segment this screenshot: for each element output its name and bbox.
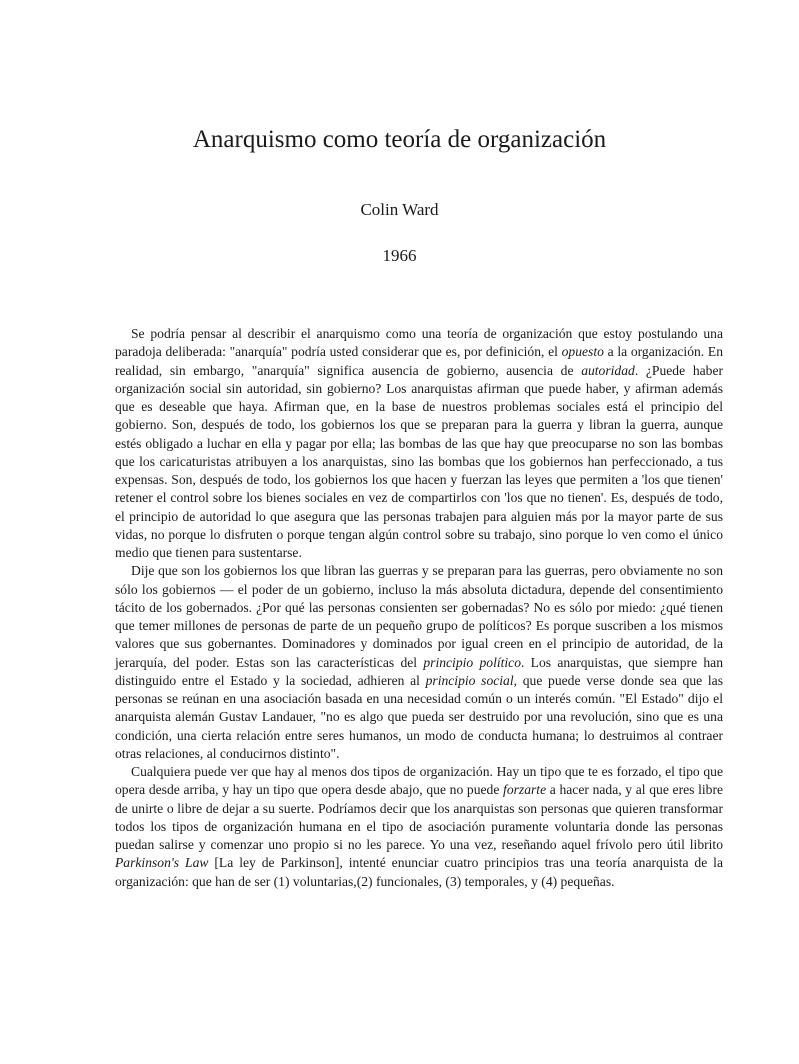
text-run: Dije que son los gobiernos los que libran las guerras y se preparan para las guerras, pero obviamente no son sólo los gobiernos — el poder de un gobierno, incluso la más absoluta dictadura, depende del consentimiento tácito de los gobernados. ¿Por qué las personas consienten ser gobernadas? No es sólo por miedo: ¿qué tienen que temer millones de personas de parte de un pequeño grupo de políticos? Es porque suscriben a los mismos valores que sus gobernantes. Dominadores y dominados por igual creen en el principio de autoridad, de la jerarquía, del poder. Estas son las características del (115, 563, 723, 670)
text-run: a la organización. En realidad, sin embargo, "anarquía" significa ausencia de gobierno, ausencia de (115, 344, 724, 378)
paragraph (115, 763, 723, 891)
document-title: Anarquismo como teoría de organización (192, 126, 607, 153)
italic-text: opuesto (561, 344, 604, 360)
text-run: . ¿Puede haber organización social sin autoridad, sin gobierno? Los anarquistas afirman que puede haber, y afirman además que es deseable que haya. Afirman que, en la base de nuestros problemas sociales está el principio del gobierno. Son, después de todo, los gobiernos los que se preparan para la guerra y libran la guerra, aunque estés obligado a luchar en ella y pagar por ella; las bombas de las que hay que preocuparse no son las bombas que los caricaturistas atribuyen a los anarquistas, sino las bombas que los gobiernos han perfeccionado, a tus expensas. Son, después de todo, los gobiernos los que hacen y fuerzan las leyes que permiten a 'los que tienen' retener el control sobre los bienes sociales en vez de compartirlos con 'los que no tienen'. Es, después de todo, el principio de autoridad lo que asegura que las personas trabajen para alguien más por la mayor parte de sus vidas, no porque lo disfruten o porque tengan algún control sobre su trabajo, sino porque lo ven como el único medio que tienen para sustentarse. (115, 362, 724, 560)
italic-text: principio político (423, 654, 522, 670)
author-name: Colin Ward (360, 200, 439, 219)
document-body (115, 325, 723, 891)
text-run: a hacer nada, y al que eres libre de unirte o libre de dejar a su suerte. Podríamos decir que los anarquistas son personas que quieren transformar todos los tipos de organización humana en el tipo de asociación puramente voluntaria donde las personas puedan salirse y comenzar uno propio si no les parece. Yo una vez, reseñando aquel frívolo pero útil librito (115, 782, 724, 852)
italic-text: autoridad (581, 362, 635, 378)
italic-text: forzarte (503, 782, 547, 798)
paragraph (115, 562, 723, 763)
paragraph (115, 325, 723, 562)
text-run: Se podría pensar al describir el anarquismo como una teoría de organización que estoy postulando una paradoja deliberada: "anarquía" podría usted considerar que es, por definición, el (115, 326, 723, 360)
italic-text: principio social (425, 672, 514, 688)
text-run: Cualquiera puede ver que hay al menos dos tipos de organización. Hay un tipo que te es forzado, el tipo que opera desde arriba, y hay un tipo que opera desde abajo, que no puede (115, 764, 723, 798)
italic-text: Parkinson's Law (115, 855, 209, 871)
text-run: , que puede verse donde sea que las personas se reúnan en una asociación basada en una necesidad común o un interés común. "El Estado" dijo el anarquista alemán Gustav Landauer, "no es algo que pueda ser destruido por una revolución, sino que es una condición, una cierta relación entre seres humanos, un modo de conducta humana; lo destruimos al contraer otras relaciones, al conducirnos distinto". (115, 672, 723, 761)
text-run: . Los anarquistas, que siempre han distinguido entre el Estado y la sociedad, adhieren al (115, 654, 724, 688)
publication-year: 1966 (382, 246, 417, 265)
text-run: [La ley de Parkinson], intenté enunciar cuatro principios tras una teoría anarquista de la organización: que han de ser (1) voluntarias,(2) funcionales, (3) temporales, y (4) pequeñas. (115, 855, 723, 889)
